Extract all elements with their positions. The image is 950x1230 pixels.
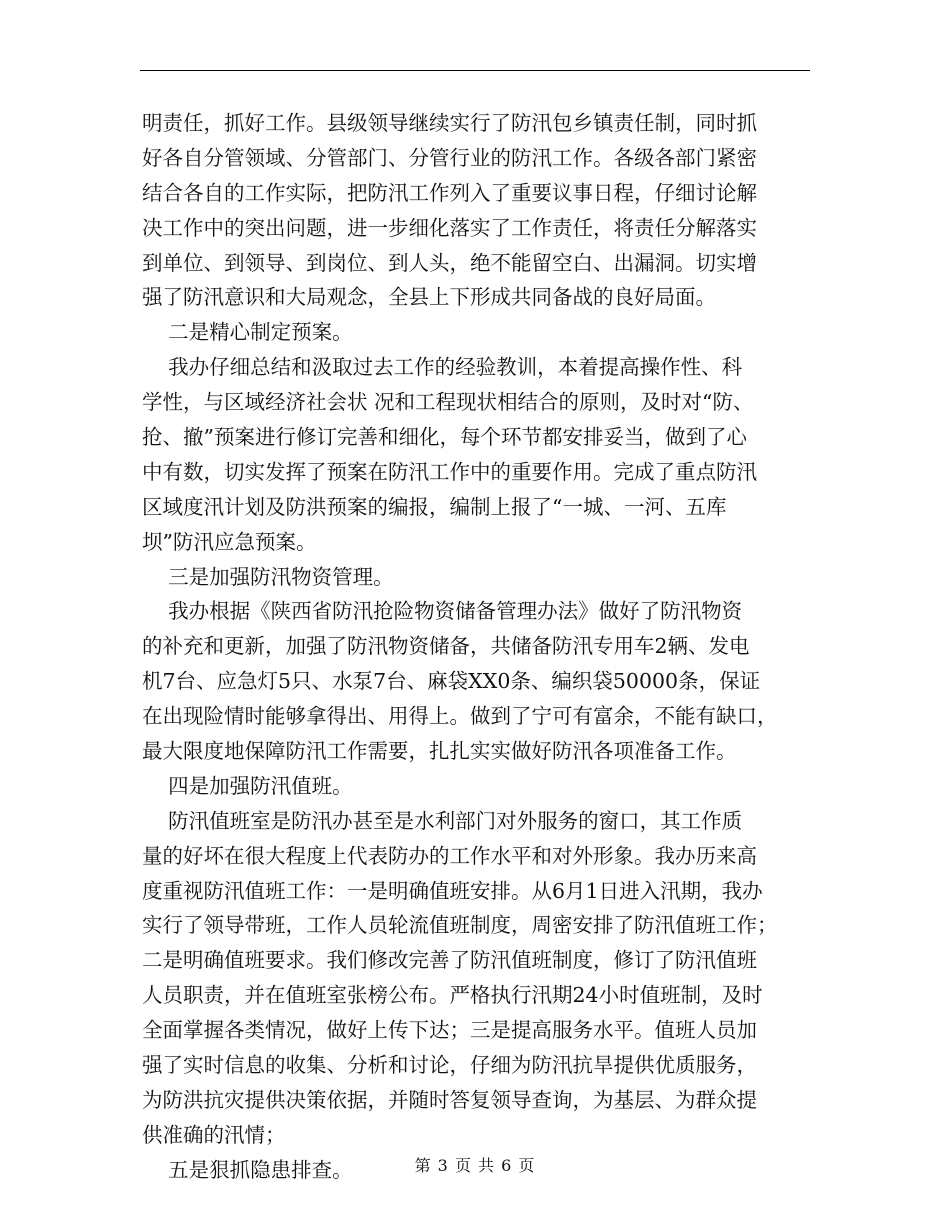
text-line: 实行了领导带班，工作人员轮流值班制度，周密安排了防汛值班工作；	[142, 913, 778, 938]
text-line: 在出现险情时能够拿得出、用得上。做到了宁可有富余，不能有缺口，	[142, 704, 778, 729]
text-line: 决工作中的突出问题，进一步细化落实了工作责任，将责任分解落实	[142, 215, 757, 240]
text-line: 量的好坏在很大程度上代表防办的工作水平和对外形象。我办历来高	[142, 843, 757, 868]
page-number-footer: 第 3 页 共 6 页	[414, 1156, 536, 1175]
section-heading: 五是狠抓隐患排查。	[142, 1157, 353, 1182]
text-line: 的补充和更新，加强了防汛物资储备，共储备防汛专用车2辆、发电	[142, 634, 750, 659]
text-line: 强了防汛意识和大局观念，全县上下形成共同备战的良好局面。	[142, 285, 716, 310]
text-line: 坝”防汛应急预案。	[142, 529, 317, 554]
header-rule	[140, 70, 810, 71]
text-line: 二是明确值班要求。我们修改完善了防汛值班制度，修订了防汛值班	[142, 948, 757, 973]
text-line: 区域度汛计划及防洪预案的编报，编制上报了“一城、一河、五库	[142, 494, 727, 519]
section-heading: 二是精心制定预案。	[142, 320, 353, 345]
text-line: 中有数，切实发挥了预案在防汛工作中的重要作用。完成了重点防汛	[142, 459, 757, 484]
section-heading: 三是加强防汛物资管理。	[142, 564, 394, 589]
text-line: 机7台、应急灯5只、水泵7台、麻袋XX0条、编织袋50000条，保证	[142, 669, 761, 694]
text-line: 强了实时信息的收集、分析和讨论，仔细为防汛抗旱提供优质服务，	[142, 1053, 757, 1078]
text-line: 学性，与区域经济社会状 况和工程现状相结合的原则，及时对“防、	[142, 390, 754, 415]
text-line: 好各自分管领域、分管部门、分管行业的防汛工作。各级各部门紧密	[142, 145, 757, 170]
text-line: 为防洪抗灾提供决策依据，并随时答复领导查询，为基层、为群众提	[142, 1087, 757, 1112]
text-line: 全面掌握各类情况，做好上传下达；三是提高服务水平。值班人员加	[142, 1018, 757, 1043]
text-line: 到单位、到领导、到岗位、到人头，绝不能留空白、出漏洞。切实增	[142, 250, 757, 275]
text-line: 供准确的汛情；	[142, 1122, 286, 1147]
text-line: 明责任，抓好工作。县级领导继续实行了防汛包乡镇责任制，同时抓	[142, 111, 757, 135]
text-line: 我办仔细总结和汲取过去工作的经验教训，本着提高操作性、科	[142, 355, 743, 380]
section-heading: 四是加强防汛值班。	[142, 773, 353, 798]
text-line: 抢、撤”预案进行修订完善和细化，每个环节都安排妥当，做到了心	[142, 425, 747, 450]
text-line: 防汛值班室是防汛办甚至是水利部门对外服务的窗口，其工作质	[142, 808, 743, 833]
text-line: 最大限度地保障防汛工作需要，扎扎实实做好防汛各项准备工作。	[142, 739, 737, 764]
text-line: 人员职责，并在值班室张榜公布。严格执行汛期24小时值班制，及时	[142, 983, 763, 1008]
text-line: 我办根据《陕西省防汛抢险物资储备管理办法》做好了防汛物资	[142, 599, 743, 624]
text-line: 结合各自的工作实际，把防汛工作列入了重要议事日程，仔细讨论解	[142, 180, 757, 205]
text-line: 度重视防汛值班工作：一是明确值班安排。从6月1日进入汛期，我办	[142, 878, 763, 903]
document-body	[142, 106, 812, 1188]
